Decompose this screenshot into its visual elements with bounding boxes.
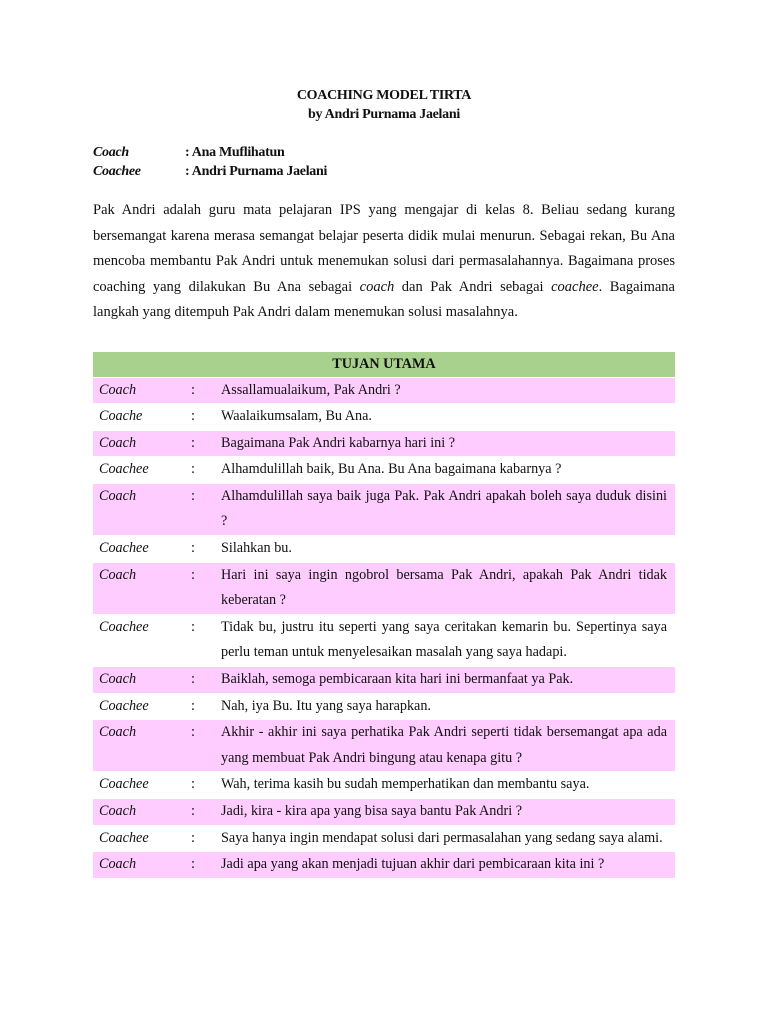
dialogue-row: [93, 694, 675, 721]
intro-text-1: Pak Andri adalah guru mata pelajaran IPS yang mengajar di kelas 8. Beliau sedang kurang bersemangat karena merasa semangat belajar peserta didik mulai menurun. Sebagai rekan, Bu Ana mencoba membantu Pak Andri untuk menemukan solusi dari permasalahannya. Bagaimana proses coaching yang dilakukan Bu Ana sebagai: [93, 202, 675, 295]
dialogue-text: Akhir - akhir ini saya perhatika Pak Andri seperti tidak bersemangat apa ada yang membuat Pak Andri bingung atau kenapa gitu ?: [221, 724, 667, 766]
dialogue-speaker: Coach: [99, 803, 137, 819]
dialogue-colon: :: [191, 829, 195, 846]
dialogue-row: [93, 852, 675, 879]
intro-text-coachee: coachee: [551, 278, 599, 295]
dialogue-text: Tidak bu, justru itu seperti yang saya ceritakan kemarin bu. Sepertinya saya perlu teman untuk menyelesaikan masalah yang saya hadapi.: [221, 618, 667, 661]
intro-text-3: . Bagaimana langkah yang ditempuh Pak Andri dalam menemukan solusi masalahnya.: [93, 278, 675, 320]
dialogue-colon: :: [191, 540, 195, 557]
dialogue-row: [93, 667, 675, 694]
intro-text-coach: coach: [359, 278, 395, 295]
table-header: TUJAN UTAMA: [93, 352, 675, 378]
dialogue-colon: :: [191, 618, 195, 635]
dialogue-text: Wah, terima kasih bu sudah memperhatikan dan membantu saya.: [221, 776, 590, 793]
dialogue-row: [93, 484, 675, 536]
dialogue-row: [93, 404, 675, 431]
dialogue-speaker: Coachee: [99, 829, 149, 846]
dialogue-colon: :: [191, 856, 195, 873]
dialogue-text: Nah, iya Bu. Itu yang saya harapkan.: [221, 697, 431, 714]
document-page: [93, 86, 675, 879]
meta-value-coachee: : Andri Purnama Jaelani: [185, 164, 328, 179]
dialogue-row: [93, 799, 675, 826]
document-subtitle: by Andri Purnama Jaelani: [308, 107, 460, 122]
dialogue-row: [93, 720, 675, 772]
dialogue-colon: :: [191, 487, 195, 504]
dialogue-colon: :: [191, 381, 195, 398]
dialogue-rows: [93, 378, 675, 879]
dialogue-speaker: Coach: [99, 566, 137, 583]
dialogue-speaker: Coach: [99, 856, 137, 873]
dialogue-colon: :: [191, 566, 195, 583]
dialogue-row: [93, 615, 675, 667]
dialogue-text: Waalaikumsalam, Bu Ana.: [221, 408, 372, 425]
dialogue-colon: :: [191, 461, 195, 478]
dialogue-colon: :: [191, 724, 195, 741]
dialogue-speaker: Coach: [99, 487, 137, 504]
dialogue-text: Alhamdulillah saya baik juga Pak. Pak Andri apakah boleh saya duduk disini ?: [221, 487, 667, 530]
dialogue-colon: :: [191, 803, 195, 819]
dialogue-text: Alhamdulillah baik, Bu Ana. Bu Ana bagaimana kabarnya ?: [221, 461, 562, 478]
dialogue-text: Assallamualaikum, Pak Andri ?: [221, 381, 401, 398]
dialogue-colon: :: [191, 434, 195, 451]
dialogue-row: [93, 563, 675, 615]
dialogue-text: Hari ini saya ingin ngobrol bersama Pak Andri, apakah Pak Andri tidak keberatan ?: [221, 566, 667, 609]
dialogue-row: [93, 378, 675, 405]
dialogue-speaker: Coachee: [99, 776, 149, 793]
dialogue-speaker: Coach: [99, 381, 137, 398]
dialogue-speaker: Coache: [99, 408, 143, 425]
dialogue-text: Jadi, kira - kira apa yang bisa saya bantu Pak Andri ?: [221, 803, 522, 819]
meta-block: [93, 143, 675, 181]
dialogue-speaker: Coachee: [99, 540, 149, 557]
title-block: [93, 86, 675, 124]
dialogue-text: Baiklah, semoga pembicaraan kita hari ini bermanfaat ya Pak.: [221, 671, 574, 688]
dialogue-colon: :: [191, 408, 195, 425]
meta-row-coach: [93, 143, 675, 162]
dialogue-text: Saya hanya ingin mendapat solusi dari permasalahan yang sedang saya alami.: [221, 829, 663, 846]
dialogue-row: [93, 431, 675, 458]
dialogue-speaker: Coach: [99, 724, 137, 741]
intro-paragraph: [93, 198, 675, 326]
dialogue-colon: :: [191, 697, 195, 714]
meta-row-coachee: [93, 162, 675, 181]
dialogue-text: Bagaimana Pak Andri kabarnya hari ini ?: [221, 434, 456, 451]
dialogue-row: [93, 826, 675, 853]
dialogue-colon: :: [191, 671, 195, 688]
dialogue-speaker: Coachee: [99, 461, 149, 478]
dialogue-row: [93, 772, 675, 799]
dialogue-text: Silahkan bu.: [221, 540, 292, 557]
dialogue-colon: :: [191, 776, 195, 793]
dialogue-row: [93, 457, 675, 484]
dialogue-text: Jadi apa yang akan menjadi tujuan akhir dari pembicaraan kita ini ?: [221, 856, 605, 873]
dialogue-speaker: Coach: [99, 671, 137, 688]
dialogue-speaker: Coach: [99, 434, 137, 451]
dialogue-row: [93, 536, 675, 563]
dialogue-table: [93, 352, 675, 879]
intro-text-2: dan Pak Andri sebagai: [394, 278, 552, 295]
meta-value-coach: : Ana Muflihatun: [185, 145, 285, 160]
meta-label-coach: Coach: [93, 145, 129, 160]
document-title: COACHING MODEL TIRTA: [296, 88, 472, 103]
meta-label-coachee: Coachee: [93, 164, 141, 179]
dialogue-speaker: Coachee: [99, 697, 149, 714]
dialogue-speaker: Coachee: [99, 618, 149, 635]
